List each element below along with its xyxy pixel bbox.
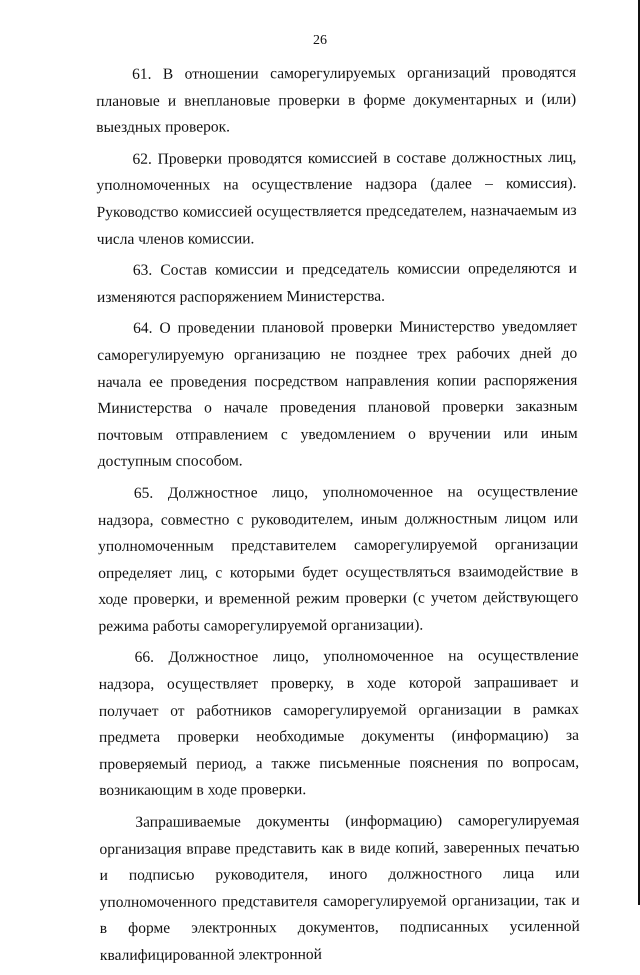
page-number: 26 [313, 33, 327, 48]
paragraph-64: 64. О проведении плановой проверки Министерство уведомляет саморегулируемую организацию не позднее трех рабочих дней до начала ее проведения посредством направления копии распоряжения Министерства о начале проведения плановой проверки заказным почтовым отправлением с уведомлением о вручении или иным доступным способом. [97, 318, 578, 471]
paragraph-66: 66. Должностное лицо, уполномоченное на осуществление надзора, осуществляет проверку, в ходе которой запрашивает и получает от работников саморегулируемой организации в рамках предмета проверки необходимые документы (информацию) за проверяемый период, а также письменные пояснения по вопросам, возникающим в ходе проверки. [98, 647, 580, 800]
paragraph-63: 63. Состав комиссии и председатель комиссии определяются и изменяются распоряжением Министерства. [96, 260, 577, 306]
paragraph-61: 61. В отношении саморегулируемых организаций проводятся плановые и внеплановые проверки в форме документарных и (или) выездных проверок. [96, 63, 577, 137]
paragraph-65: 65. Должностное лицо, уполномоченное на осуществление надзора, совместно с руководителем, иным должностным лицом или уполномоченным представителем саморегулируемой организации определяет лиц, с которыми будет осуществляться взаимодействие в ходе проверки, и временной режим проверки (с учетом действующего режима работы саморегулируемой организации). [97, 482, 579, 635]
paragraph-62: 62. Проверки проводятся комиссией в составе должностных лиц, уполномоченных на осуществление надзора (далее – комиссия). Руководство комиссией осуществляется председателем, назначаемым из числа членов комиссии. [96, 148, 577, 248]
paragraph-requested-documents: Запрашиваемые документы (информацию) саморегулируемая организация вправе представить как в виде копий, заверенных печатью и подписью руководителя, иного должностного лица или уполномоченного представителя саморегулируемой организации, так и в форме электронных документов, подписанных усиленной квалифицированной электронной [99, 811, 580, 964]
document-body [96, 60, 580, 975]
